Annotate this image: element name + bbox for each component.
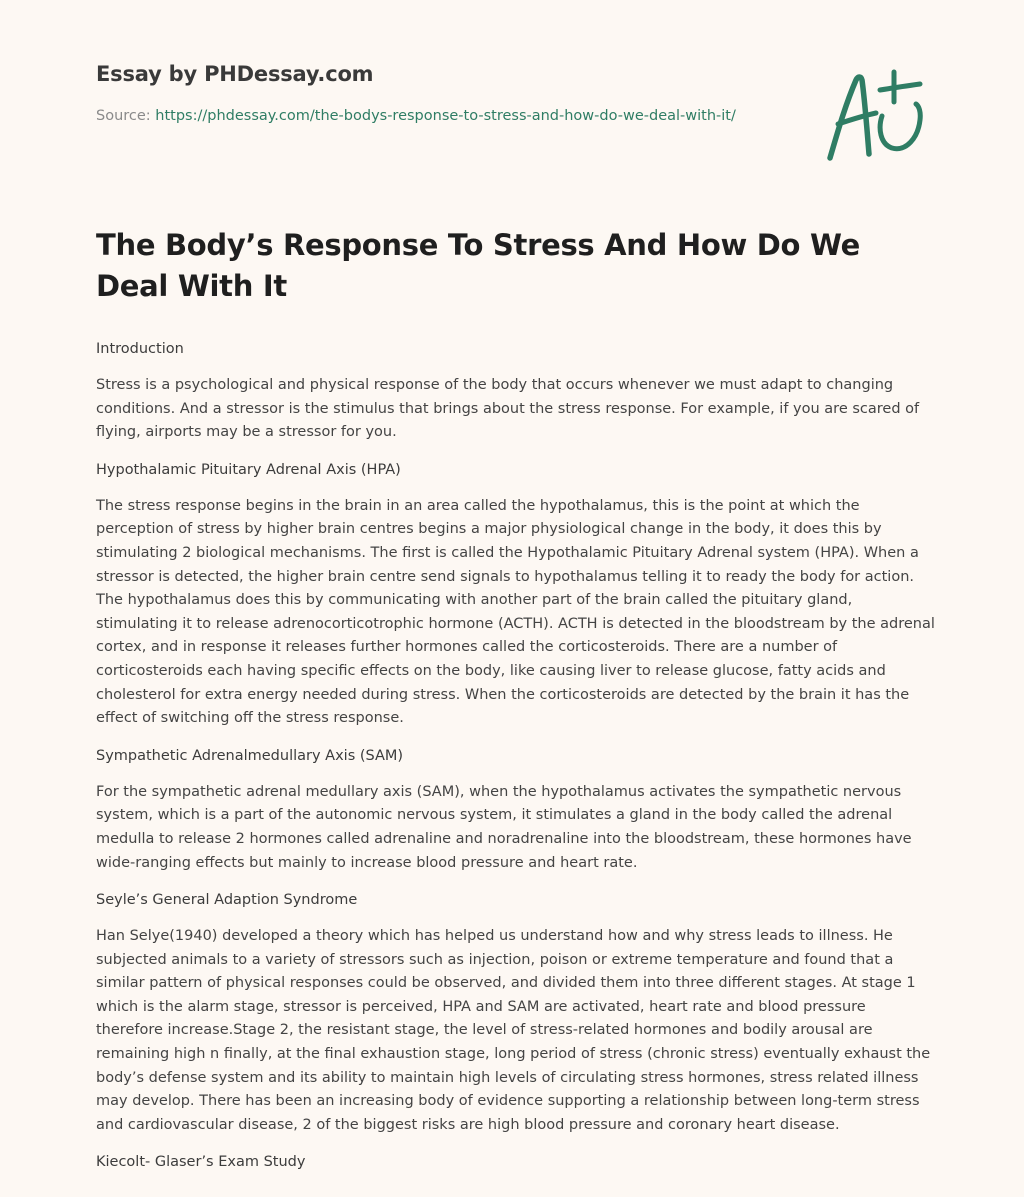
source-link[interactable]: https://phdessay.com/the-bodys-response-to-stress-and-how-do-we-deal-with-it/ [155, 108, 736, 124]
paragraph: For the sympathetic adrenal medullary axis (SAM), when the hypothalamus activates the sympathetic nervous system, which is a part of the autonomic nervous system, it stimulates a gland in the body called the adrenal medulla to release 2 hormones called adrenaline and noradrenaline into the bloodstream, these hormones have wide-ranging effects but mainly to increase blood pressure and heart rate. [96, 783, 912, 871]
section-heading: Introduction [96, 341, 184, 357]
source-line [96, 104, 766, 128]
section-heading: Sympathetic Adrenalmedullary Axis (SAM) [96, 747, 404, 764]
paragraph: Han Selye(1940) developed a theory which has helped us understand how and why stress leads to illness. He subjected animals to a variety of stressors such as injection, poison or extreme temperature and found that a similar pattern of physical responses could be observed, and divided them into three different stages. At stage 1 which is the alarm stage, stressor is perceived, HPA and SAM are activated, heart rate and blood pressure therefore increase.Stage 2, the resistant stage, the level of stress-related hormones and bodily arousal are remaining high n finally, at the final exhaustion stage, long period of stress (chronic stress) eventually exhaust the body’s defense system and its ability to maintain high levels of circulating stress hormones, stress related illness may develop. There has been an increasing body of evidence supporting a relationship between long-term stress and cardiovascular disease, 2 of the biggest risks are high blood pressure and coronary heart disease. [96, 928, 931, 1133]
section-heading: Hypothalamic Pituitary Adrenal Axis (HPA) [96, 461, 401, 478]
section-heading: Seyle’s General Adaption Syndrome [96, 892, 358, 909]
article-title: The Body’s Response To Stress And How Do We Deal With It [96, 228, 860, 303]
brand-title: Essay by PHDessay.com [96, 62, 374, 86]
a-plus-logo-icon [822, 68, 928, 164]
paragraph: Stress is a psychological and physical response of the body that occurs whenever we must adapt to changing conditions. And a stressor is the stimulus that brings about the stress response. For example, if you are scared of flying, airports may be a stressor for you. [96, 377, 920, 441]
paragraph: The stress response begins in the brain in an area called the hypothalamus, this is the point at which the perception of stress by higher brain centres begins a major physiological change in the body, it does this by stimulating 2 biological mechanisms. The first is called the Hypothalamic Pituitary Adrenal system (HPA). When a stressor is detected, the higher brain centre send signals to hypothalamus telling it to ready the body for action. The hypothalamus does this by communicating with another part of the brain called the pituitary gland, stimulating it to release adrenocorticotrophic hormone (ACTH). ACTH is detected in the bloodstream by the adrenal cortex, and in response it releases further hormones called the corticosteroids. There are a number of corticosteroids each having specific effects on the body, like causing liver to release glucose, fatty acids and cholesterol for extra energy needed during stress. When the corticosteroids are detected by the brain it has the effect of switching off the stress response. [96, 497, 935, 727]
article [96, 225, 936, 1187]
page-header [96, 62, 796, 128]
section-heading: Kiecolt- Glaser’s Exam Study [96, 1154, 306, 1171]
source-label: Source: [96, 108, 156, 124]
